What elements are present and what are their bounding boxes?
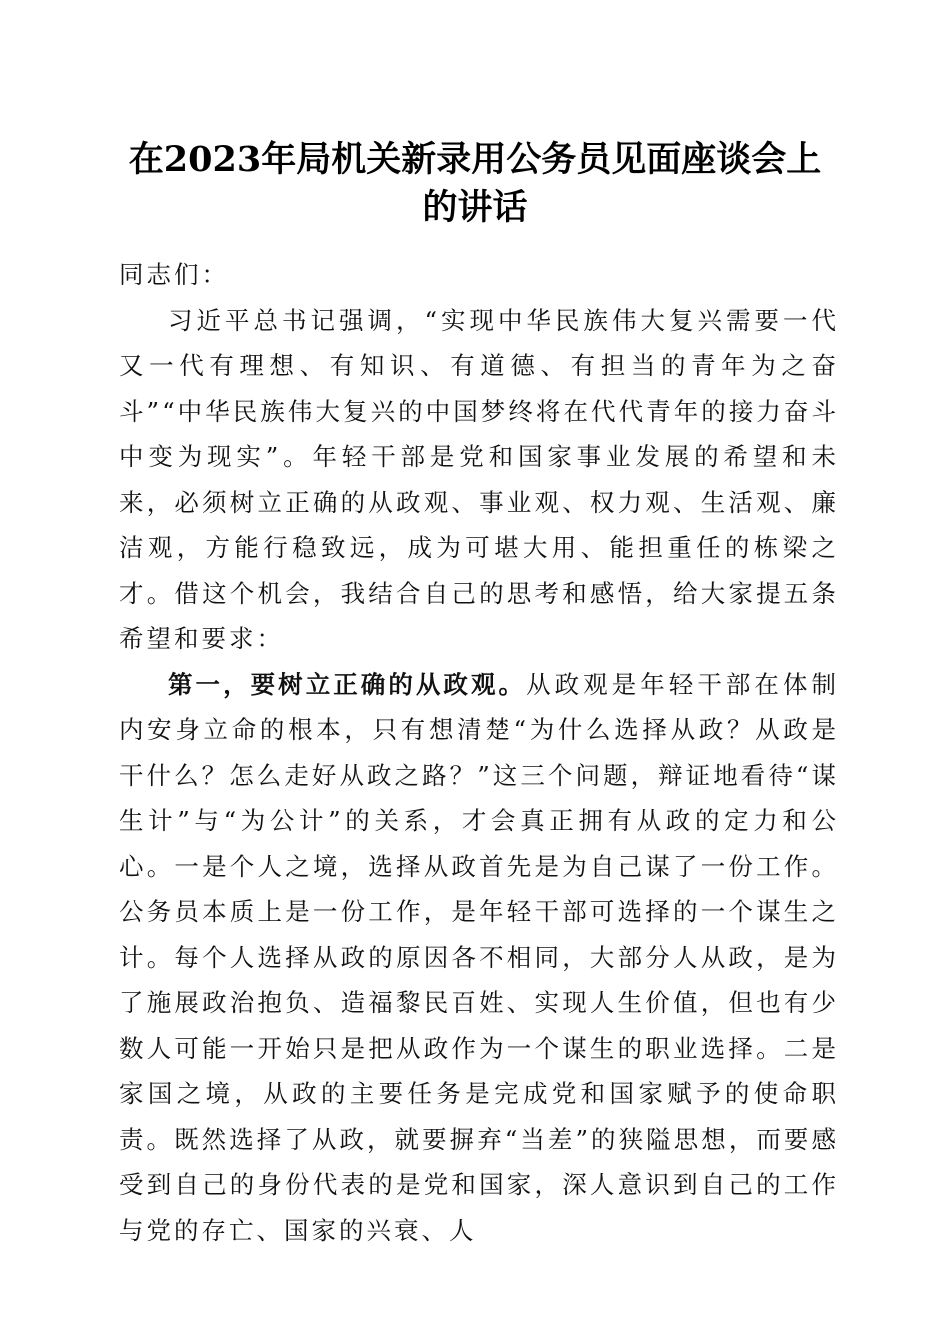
paragraph-first-point <box>119 662 839 1254</box>
paragraph-lead-heading: 第一，要树立正确的从政观。 <box>168 669 527 699</box>
document-title-line-1: 在2023年局机关新录用公务员见面座谈会上 <box>128 139 822 180</box>
paragraph-first-point-body: 从政观是年轻干部在体制内安身立命的根本，只有想清楚“为什么选择从政？从政是干什么？怎么走好从政之路？”这三个问题，辩证地看待“谋生计”与“为公计”的关系，才会真正拥有从政的定力和公心。一是个人之境，选择从政首先是为自己谋了一份工作。公务员本质上是一份工作，是年轻干部可选择的一个谋生之计。每个人选择从政的原因各不相同，大部分人从政，是为了施展政治抱负、造福黎民百姓、实现人生价值，但也有少数人可能一开始只是把从政作为一个谋生的职业选择。二是家国之境，从政的主要任务是完成党和国家赋予的使命职责。既然选择了从政，就要摒弃“当差”的狭隘思想，而要感受到自己的身份代表的是党和国家，深人意识到自己的工作与党的存亡、国家的兴衰、人 <box>119 669 840 1245</box>
paragraph-intro: 习近平总书记强调，“实现中华民族伟大复兴需要一代又一代有理想、有知识、有道德、有担当的青年为之奋斗”“中华民族伟大复兴的中国梦终将在代代青年的接力奋斗中变为现实”。年轻干部是党和国家事业发展的希望和未来，必须树立正确的从政观、事业观、权力观、生活观、廉洁观，方能行稳致远，成为可堪大用、能担重任的栋梁之才。借这个机会，我结合自己的思考和感悟，给大家提五条希望和要求： <box>119 305 839 653</box>
salutation: 同志们： <box>119 260 229 289</box>
document-title-line-2: 的讲话 <box>422 187 528 228</box>
document-body <box>119 252 839 1253</box>
